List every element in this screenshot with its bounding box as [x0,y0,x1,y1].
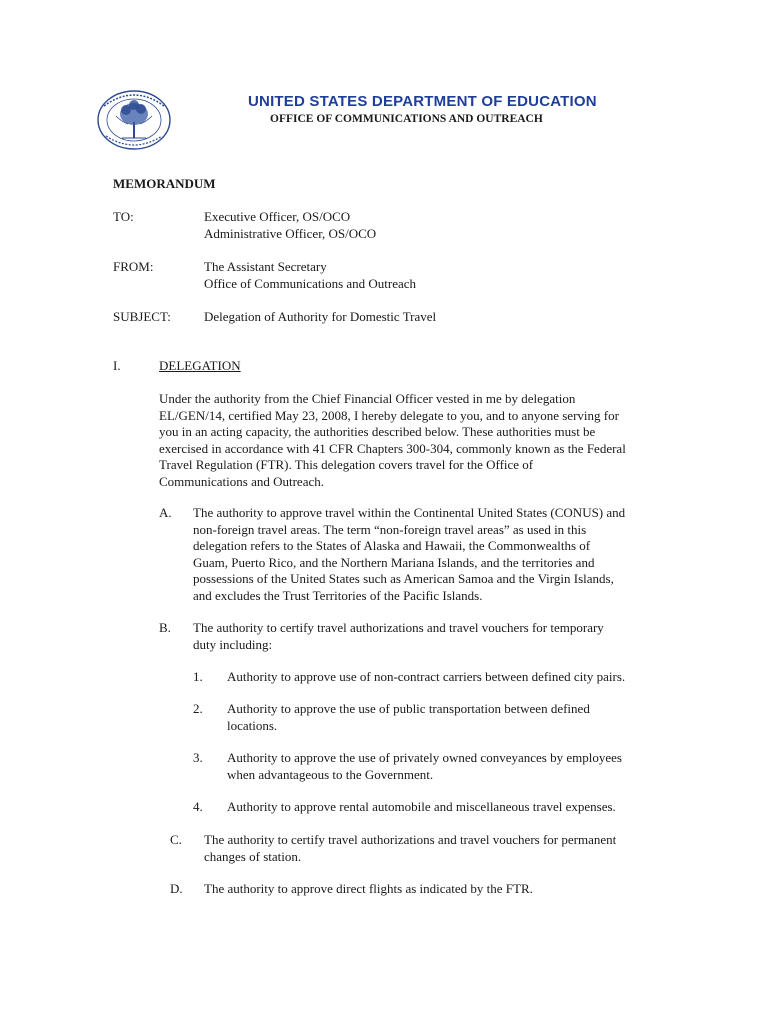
subitem-3-label: 3. [193,750,203,765]
item-b-text [193,620,604,653]
paragraph-line: EL/GEN/14, certified May 23, 2008, I hereby delegate to you, and to anyone serving for [159,407,619,423]
subitem-line: when advantageous to the Government. [227,766,434,782]
item-line: Guam, Puerto Rico, and the Northern Mariana Islands, and the territories and [193,554,595,570]
item-d-label: D. [170,881,183,896]
item-line: delegation refers to the States of Alaska and Hawaii, the Commonwealths of [193,538,591,553]
department-seal-logo [96,88,176,152]
to-line: Administrative Officer, OS/OCO [204,226,377,241]
paragraph-line: Travel Regulation (FTR). This delegation covers travel for the Office of [159,457,534,472]
paragraph-line: Communications and Outreach. [159,473,324,489]
paragraph-line: you in an acting capacity, the authorities described below. These authorities must be [159,424,596,439]
from-line: Office of Communications and Outreach [204,276,417,291]
office-subtitle: OFFICE OF COMMUNICATIONS AND OUTREACH [270,113,543,125]
item-line: The authority to certify travel authorizations and travel vouchers for permanent [204,832,617,847]
item-line: duty including: [193,636,273,652]
subitem-1-text: Authority to approve use of non-contract carriers between defined city pairs. [227,669,626,684]
subitem-2-text [227,701,590,734]
department-title: UNITED STATES DEPARTMENT OF EDUCATION [248,93,597,110]
subitem-2-label: 2. [193,701,203,716]
item-line: changes of station. [204,848,302,864]
item-line: possessions of the United States such as American Samoa and the Virgin Islands, [193,571,614,586]
delegation-paragraph [159,391,626,490]
subitem-line: Authority to approve the use of public transportation between defined [227,701,590,716]
to-label: TO: [113,209,134,224]
item-line: The authority to approve travel within the Continental United States (CONUS) and [193,505,626,520]
subject-label: SUBJECT: [113,309,171,324]
subitem-line: locations. [227,717,278,733]
to-line: Executive Officer, OS/OCO [204,209,351,224]
section-title: DELEGATION [159,358,241,373]
item-c-label: C. [170,832,182,847]
subitem-3-text [227,750,622,783]
item-a-text [193,505,625,604]
subitem-line: Authority to approve the use of privately owned conveyances by employees [227,750,622,765]
subitem-1-label: 1. [193,669,203,684]
item-a-label: A. [159,505,172,520]
item-line: and excludes the Trust Territories of the Pacific Islands. [193,587,483,603]
item-c-text [204,832,616,865]
item-d-text: The authority to approve direct flights as indicated by the FTR. [204,881,533,896]
item-b-label: B. [159,620,171,635]
item-line: non-foreign travel areas. The term “non-foreign travel areas” as used in this [193,521,587,537]
paragraph-line: Under the authority from the Chief Financial Officer vested in me by delegation [159,391,576,406]
from-line: The Assistant Secretary [204,259,327,274]
subject-text: Delegation of Authority for Domestic Travel [204,309,437,324]
subitem-4-label: 4. [193,799,203,814]
memo-heading: MEMORANDUM [113,176,216,191]
subitem-4-text: Authority to approve rental automobile and miscellaneous travel expenses. [227,799,616,814]
item-line: The authority to certify travel authorizations and travel vouchers for temporary [193,620,604,635]
from-label: FROM: [113,259,154,274]
section-number: I. [113,358,121,373]
paragraph-line: exercised in accordance with 41 CFR Chapters 300-304, commonly known as the Federal [159,440,626,456]
